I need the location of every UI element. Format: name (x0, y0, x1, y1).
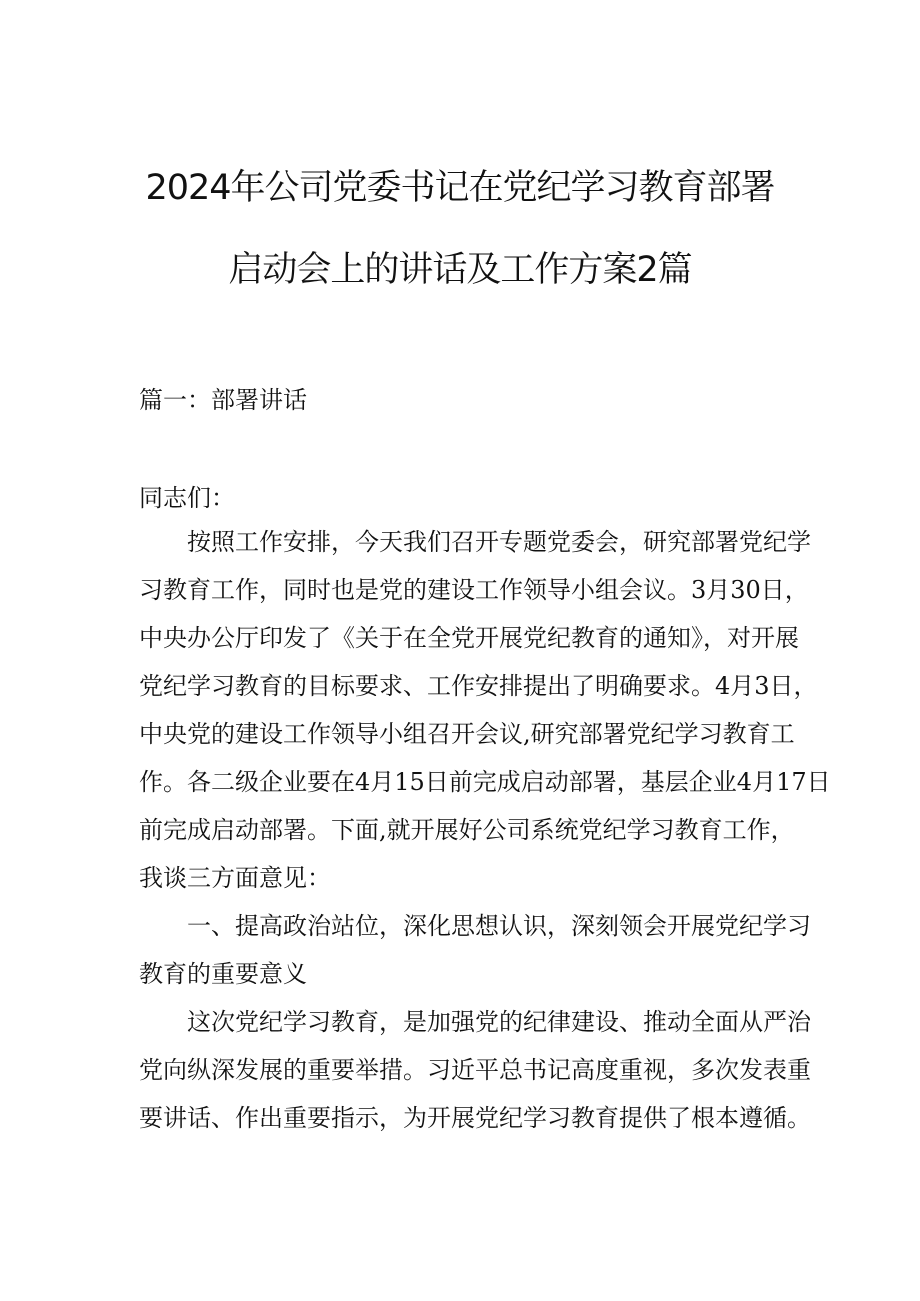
paragraph-1-line: 我谈三方面意见： (139, 864, 331, 892)
section-heading: 篇一：部署讲话 (139, 386, 307, 414)
paragraph-1-line: 前完成启动部署。下面,就开展好公司系统党纪学习教育工作， (139, 816, 795, 844)
paragraph-1-line: 中央党的建设工作领导小组召开会议,研究部署党纪学习教育工 (139, 720, 795, 748)
paragraph-2-line: 这次党纪学习教育，是加强党的纪律建设、推动全面从严治 (187, 1008, 811, 1036)
paragraph-2-line: 党向纵深发展的重要举措。习近平总书记高度重视，多次发表重 (139, 1056, 811, 1084)
paragraph-1-line: 中央办公厅印发了《关于在全党开展党纪教育的通知》，对开展 (139, 624, 799, 652)
document-title-line-2: 启动会上的讲话及工作方案2篇 (228, 250, 692, 290)
salutation: 同志们： (139, 484, 235, 512)
heading-1-line: 一、提高政治站位，深化思想认识，深刻领会开展党纪学习 (187, 912, 811, 940)
paragraph-1-line: 按照工作安排，今天我们召开专题党委会，研究部署党纪学 (187, 528, 811, 556)
document-title-line-1: 2024年公司党委书记在党纪学习教育部署 (145, 168, 775, 208)
heading-1-line: 教育的重要意义 (139, 960, 307, 988)
paragraph-1-line: 习教育工作，同时也是党的建设工作领导小组会议。3月30日， (139, 576, 809, 604)
paragraph-2-line: 要讲话、作出重要指示，为开展党纪学习教育提供了根本遵循。 (139, 1104, 811, 1132)
paragraph-1-line: 作。各二级企业要在4月15日前完成启动部署，基层企业4月17日 (139, 768, 831, 796)
paragraph-1-line: 党纪学习教育的目标要求、工作安排提出了明确要求。4月3日， (139, 672, 818, 700)
